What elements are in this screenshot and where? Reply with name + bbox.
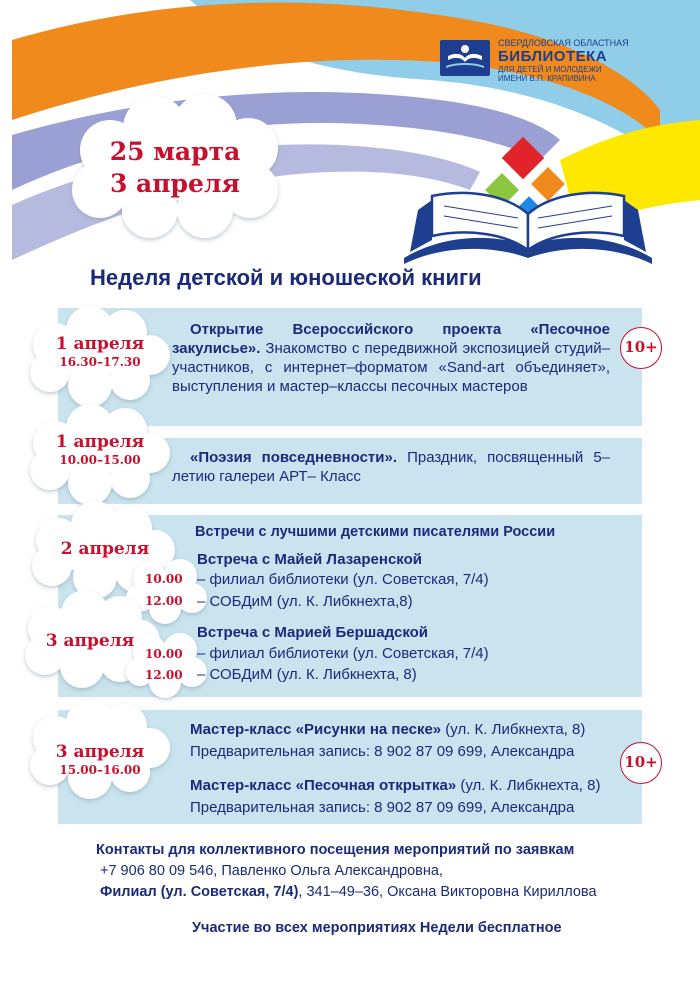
event-3-a-place-1: – филиал библиотеки (ул. Советская, 7/4)	[197, 571, 489, 588]
contact-2	[100, 882, 680, 903]
contact-1: +7 906 80 09 546, Павленко Ольга Александровна,	[100, 863, 443, 879]
age-rating-badge-1: 10+	[620, 327, 662, 369]
branch-label: Филиал (ул. Советская, 7/4)	[100, 884, 299, 900]
event-4-time: 15.00–16.00	[59, 763, 141, 777]
event-3-b-place-1: – филиал библиотеки (ул. Советская, 7/4)	[197, 645, 489, 662]
event-3-meeting-a: Встреча с Майей Лазаренской	[197, 551, 422, 568]
event-1-title: Открытие Всероссийского проекта «Песочное закулисье».	[172, 321, 610, 357]
event-3-b-place-2: – СОБДиМ (ул. К. Либкнехта, 8)	[197, 666, 417, 683]
logo-line-1: СВЕРДЛОВСКАЯ ОБЛАСТНАЯ	[498, 38, 629, 48]
free-participation-note: Участие во всех мероприятиях Недели бесплатное	[192, 920, 562, 936]
library-logo-icon	[440, 40, 490, 76]
event-1-description	[172, 320, 610, 396]
page-title: Неделя детской и юношеской книги	[90, 265, 482, 290]
library-logo	[440, 38, 690, 88]
event-3-day-b: 3 апреля	[45, 631, 135, 651]
event-2-day: 1 апреля	[55, 432, 145, 452]
orange-diamond	[531, 167, 565, 201]
event-3-day-a: 2 апреля	[60, 539, 150, 559]
event-3-a-place-2: – СОБДиМ (ул. К. Либкнехта,8)	[197, 593, 413, 610]
event-3-b-time-2: 12.00	[145, 668, 183, 682]
event-3-a-time-1: 10.00	[145, 572, 183, 586]
event-4-mk2-registration: Предварительная запись: 8 902 87 09 699, Александра	[190, 799, 575, 816]
event-2-time: 10.00–15.00	[59, 453, 141, 467]
event-4-date	[40, 742, 160, 778]
event-1-time: 16.30–17.30	[59, 355, 141, 369]
event-2-description	[172, 448, 610, 486]
event-1-text: Знакомство с передвижной экспозицией студий–участников, с интернет–форматом «Sand-art объединяет», выступления и мастер–классы песочных мастеров	[172, 340, 610, 395]
event-3-a-time-2: 12.00	[145, 594, 183, 608]
event-4-masterclass-1	[190, 720, 610, 739]
event-4-mk1-address: (ул. К. Либкнехта, 8)	[441, 721, 586, 738]
logo-line-3: ДЛЯ ДЕТЕЙ И МОЛОДЕЖИ	[498, 65, 602, 74]
age-rating-badge-2: 10+	[620, 742, 662, 784]
contacts-title: Контакты для коллективного посещения мероприятий по заявкам	[96, 842, 575, 858]
header-date-end: 3 апреля	[109, 169, 241, 198]
event-3-b-time-1: 10.00	[145, 647, 183, 661]
event-1-date	[40, 334, 160, 370]
branch-contact: , 341–49–36, Оксана Викторовна Кириллова	[298, 884, 597, 900]
event-4-mk1-title: Мастер-класс «Рисунки на песке»	[190, 721, 442, 738]
event-4-day: 3 апреля	[55, 742, 145, 762]
logo-line-2: БИБЛИОТЕКА	[498, 48, 608, 65]
event-4-mk2-address: (ул. К. Либкнехта, 8)	[456, 777, 601, 794]
event-4-masterclass-2	[190, 776, 610, 795]
event-3-heading: Встречи с лучшими детскими писателями России	[195, 524, 556, 540]
event-2-text: Праздник, посвященный 5–летию галереи АРТ– Класс	[172, 449, 610, 485]
event-3-meeting-b: Встреча с Марией Бершадской	[197, 624, 429, 641]
event-4-mk1-registration: Предварительная запись: 8 902 87 09 699, Александра	[190, 743, 575, 760]
event-4-mk2-title: Мастер-класс «Песочная открытка»	[190, 777, 457, 794]
event-2-title: «Поэзия повседневности».	[190, 449, 398, 466]
header-date-start: 25 марта	[109, 137, 241, 166]
logo-line-4: ИМЕНИ В.П. КРАПИВИНА	[498, 74, 596, 83]
event-1-day: 1 апреля	[55, 334, 145, 354]
header-dates	[80, 136, 270, 200]
event-2-date	[40, 432, 160, 468]
